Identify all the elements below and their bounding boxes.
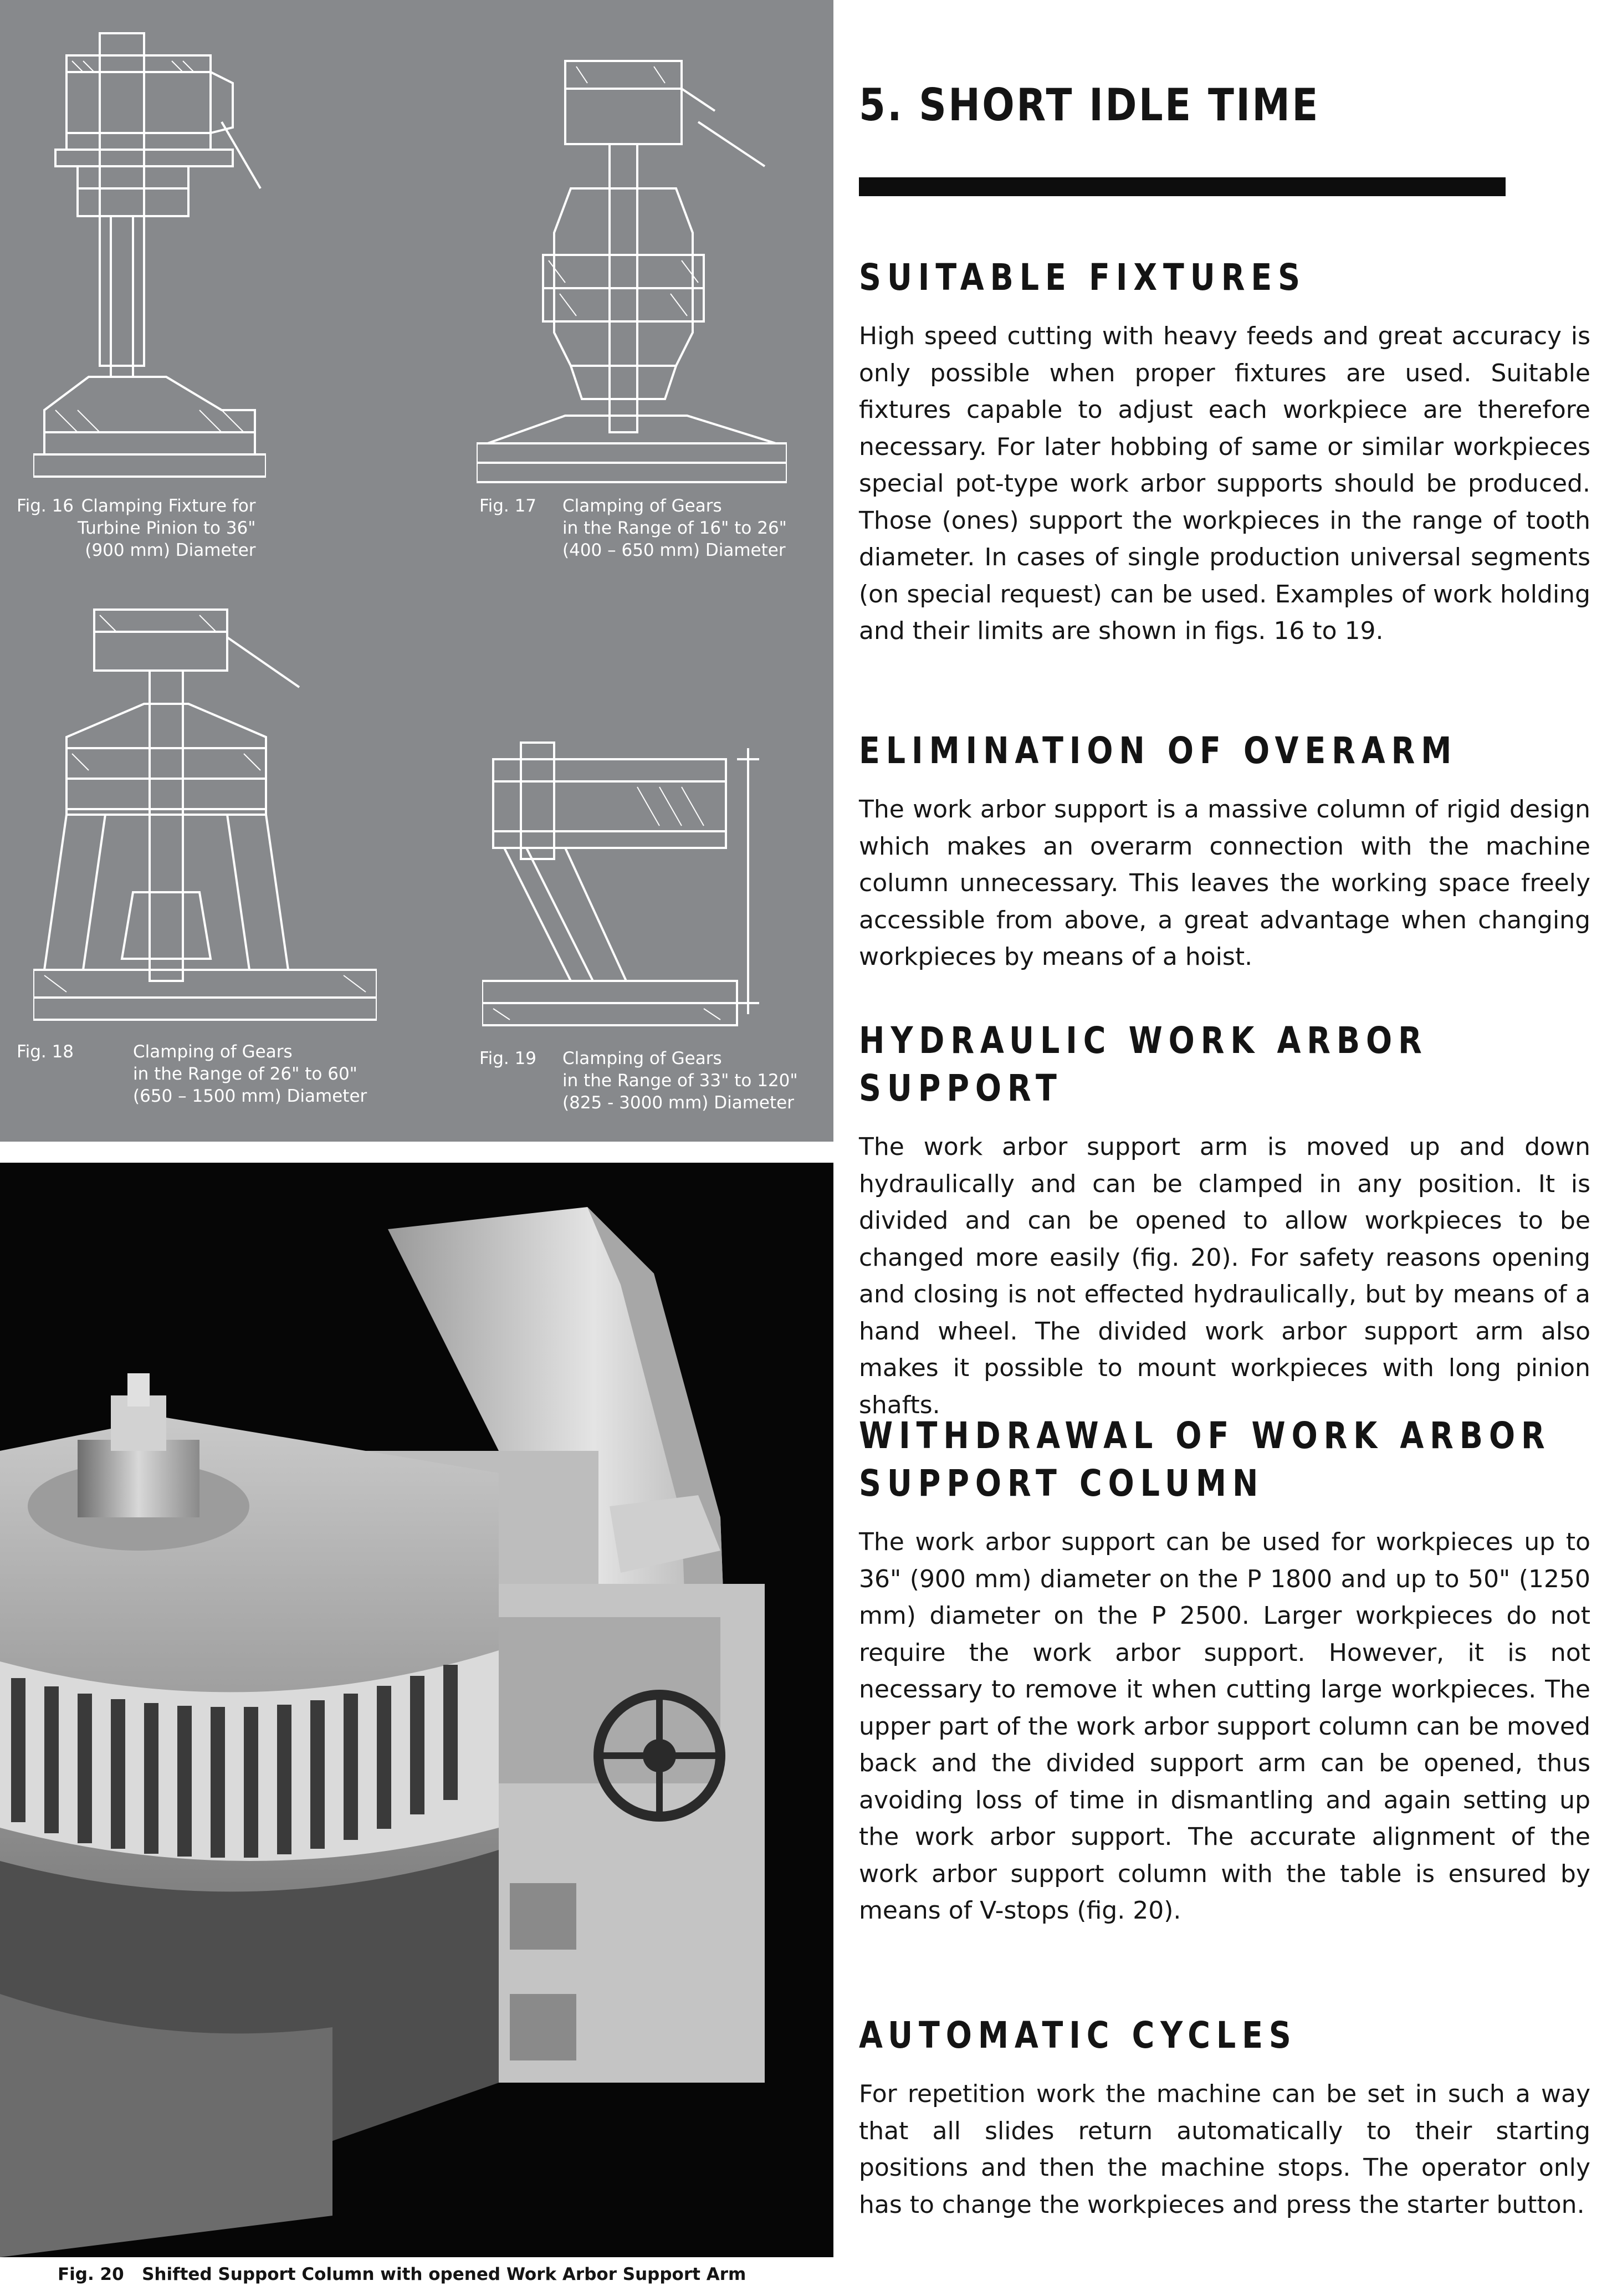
fig18-drawing — [33, 604, 377, 1036]
fig16-drawing — [33, 22, 266, 493]
section-heading: SUITABLE FIXTURES — [859, 256, 1306, 299]
section-body: For repetition work the machine can be set in such a way that all slides return automatically to their starting positions and then the machine stops. The operator only has to change the workpieces and press the starter button. — [859, 2080, 1590, 2219]
title-rule — [859, 177, 1506, 196]
fig20-number: Fig. 20 — [58, 2264, 124, 2284]
fig17-caption — [479, 495, 787, 561]
fig16-caption-text: Clamping Fixture for Turbine Pinion to 36" (900 mm) Diameter — [78, 496, 256, 560]
text-column — [859, 0, 1590, 2296]
fig19-caption — [479, 1047, 798, 1114]
section-body: High speed cutting with heavy feeds and great accuracy is only possible when proper fixtures are used. Suitable fixtures capable to adjust each workpiece are therefore necessary. For later hobbing of same or similar workpieces special pot-type work arbor supports should be produced. Those (ones) support the workpieces in the range of tooth diameter. In cases of single production universal segments (on special request) can be used. Examples of work holding and their limits are shown in figs. 16 to 19. — [859, 322, 1590, 645]
section-heading: ELIMINATION OF OVERARM — [859, 729, 1458, 772]
fig16-number: Fig. 16 — [17, 496, 74, 516]
chapter-title: 5. SHORT IDLE TIME — [859, 79, 1320, 131]
fig19-drawing — [482, 737, 770, 1036]
section-hydraulic-work-arbor-support — [859, 1017, 1590, 1424]
fig18-caption — [17, 1041, 367, 1107]
fixture-drawings-panel — [0, 0, 833, 1142]
section-suitable-fixtures — [859, 254, 1590, 650]
section-automatic-cycles — [859, 2012, 1590, 2223]
section-heading: WITHDRAWAL OF WORK ARBOR SUPPORT COLUMN — [859, 1414, 1551, 1505]
section-body: The work arbor support arm is moved up and down hydraulically and can be clamped in any position. It is divided and can be opened to allow workpieces to be changed more easily (fig. 20). For safety reasons opening and closing is not effected hydraulically, but by means of a hand wheel. The divided work arbor support arm also makes it possible to mount workpieces with long pinion shafts. — [859, 1133, 1590, 1419]
section-elimination-of-overarm — [859, 727, 1590, 976]
fig18-number: Fig. 18 — [17, 1042, 74, 1062]
fig20-caption-text: Shifted Support Column with opened Work Arbor Support Arm — [142, 2264, 746, 2284]
fig17-number: Fig. 17 — [479, 496, 537, 516]
fig17-caption-text: Clamping of Gears in the Range of 16" to 26" (400 – 650 mm) Diameter — [562, 496, 787, 560]
fig17-drawing — [477, 55, 787, 493]
fig18-caption-text: Clamping of Gears in the Range of 26" to 60" (650 – 1500 mm) Diameter — [133, 1042, 367, 1106]
fig19-caption-text: Clamping of Gears in the Range of 33" to 120" (825 - 3000 mm) Diameter — [562, 1049, 798, 1113]
fig16-caption — [17, 495, 256, 561]
machine-photo-illustration — [0, 1163, 833, 2257]
section-heading: HYDRAULIC WORK ARBOR SUPPORT — [859, 1019, 1428, 1109]
section-body: The work arbor support can be used for workpieces up to 36" (900 mm) diameter on the P 1800 and up to 50" (1250 mm) diameter on the P 2500. Larger workpieces do not require the work arbor support. However, it is not necessary to remove it when cutting large workpieces. The upper part of the work arbor support column can be moved back and the divided support arm can be opened, thus avoiding loss of time in dismantling and again setting up the work arbor support. The accurate alignment of the work arbor support column with the table is ensured by means of V-stops (fig. 20). — [859, 1528, 1590, 1925]
fig19-number: Fig. 19 — [479, 1049, 537, 1068]
section-body: The work arbor support is a massive column of rigid design which makes an overarm connection with the machine column unnecessary. This leaves the working space freely accessible from above, a great advantage when changing workpieces by means of a hoist. — [859, 795, 1590, 971]
section-withdrawal-of-work-arbor-support-column — [859, 1412, 1590, 1930]
section-heading: AUTOMATIC CYCLES — [859, 2014, 1297, 2057]
fig20-caption — [58, 2264, 746, 2284]
machine-photo — [0, 1163, 833, 2257]
